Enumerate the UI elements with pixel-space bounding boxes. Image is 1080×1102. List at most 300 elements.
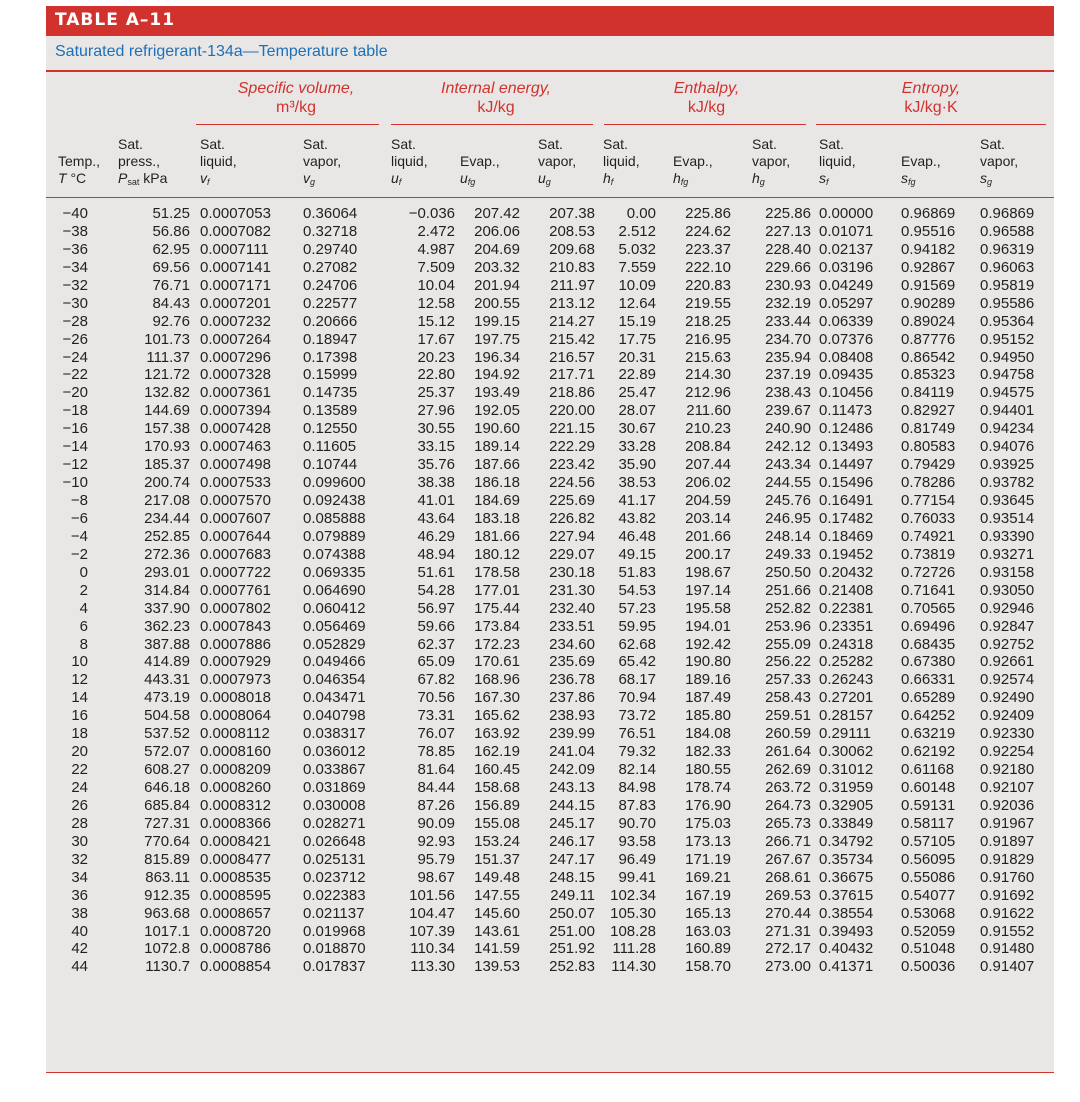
cell-hg: 240.90 [765, 420, 811, 438]
cell-hfg: 195.58 [685, 599, 731, 617]
table-row [46, 259, 1054, 277]
cell-vg: 0.049466 [303, 653, 366, 671]
table-row [46, 851, 1054, 869]
cell-hg: 270.44 [765, 904, 811, 922]
cell-hf: 68.17 [618, 671, 656, 689]
cell-ug: 226.82 [549, 509, 595, 527]
cell-ug: 252.83 [549, 958, 595, 976]
cell-ufg: 143.61 [474, 922, 520, 940]
header-line: liquid, [391, 153, 428, 169]
cell-sf: 0.22381 [819, 599, 874, 617]
cell-hfg: 204.59 [685, 492, 731, 509]
table-sheet [46, 6, 1054, 1073]
cell-hf: 49.15 [618, 545, 656, 563]
cell-hf: 7.559 [618, 258, 656, 276]
cell-temp: 36 [71, 886, 88, 904]
cell-ug: 216.57 [549, 348, 595, 366]
table-row [46, 277, 1054, 295]
cell-temp: −16 [62, 420, 88, 438]
cell-vg: 0.079889 [303, 527, 366, 545]
cell-vg: 0.17398 [303, 348, 358, 366]
cell-hf: 46.48 [618, 527, 656, 545]
cell-sat-press: 443.31 [144, 671, 190, 689]
cell-vf: 0.0008366 [200, 814, 271, 832]
cell-hg: 271.31 [765, 922, 811, 940]
header-symbol: $s_f$ [819, 170, 829, 187]
table-row [46, 402, 1054, 420]
table-row [46, 546, 1054, 564]
table-row [46, 958, 1054, 976]
cell-sf: 0.12486 [819, 420, 874, 438]
cell-vg: 0.085888 [303, 509, 366, 527]
cell-temp: 32 [71, 850, 88, 868]
cell-sf: 0.25282 [819, 653, 874, 671]
subtitle-divider [46, 70, 1054, 72]
cell-uf: 25.37 [417, 384, 455, 402]
cell-hf: 84.98 [618, 779, 656, 796]
cell-vg: 0.099600 [303, 474, 366, 492]
cell-ug: 210.83 [549, 258, 595, 276]
cell-vg: 0.092438 [303, 492, 366, 509]
cell-uf: 22.80 [417, 366, 455, 384]
cell-sf: 0.04249 [819, 276, 874, 294]
cell-sg: 0.93925 [980, 456, 1035, 474]
header-line [460, 136, 500, 153]
cell-hg: 257.33 [765, 671, 811, 689]
cell-vf: 0.0007761 [200, 581, 271, 599]
table-row [46, 940, 1054, 958]
cell-vg: 0.052829 [303, 635, 366, 653]
cell-sat-press: 770.64 [144, 832, 190, 850]
cell-sat-press: 170.93 [144, 438, 190, 456]
cell-uf: 107.39 [409, 922, 455, 940]
cell-temp: 4 [79, 599, 88, 617]
cell-sf: 0.35734 [819, 850, 874, 868]
cell-vg: 0.11605 [303, 438, 357, 456]
cell-ug: 218.86 [549, 384, 595, 402]
table-row [46, 384, 1054, 402]
cell-sf: 0.01071 [819, 222, 874, 240]
cell-ug: 246.17 [549, 832, 595, 850]
cell-sg: 0.93782 [980, 474, 1035, 492]
cell-ug: 215.42 [549, 330, 595, 348]
table-row [46, 349, 1054, 367]
cell-sg: 0.96319 [980, 240, 1035, 258]
cell-vg: 0.074388 [303, 545, 366, 563]
cell-sf: 0.16491 [819, 492, 874, 509]
cell-vf: 0.0007607 [200, 509, 271, 527]
cell-sg: 0.96869 [980, 205, 1035, 222]
cell-sf: 0.13493 [819, 438, 874, 456]
cell-vg: 0.060412 [303, 599, 366, 617]
cell-hf: 114.30 [611, 958, 656, 976]
cell-sat-press: 157.38 [144, 420, 190, 438]
cell-ug: 230.18 [549, 563, 595, 581]
cell-vf: 0.0008477 [200, 850, 271, 868]
cell-sat-press: 537.52 [144, 725, 190, 743]
header-line: vapor, [980, 153, 1019, 169]
cell-ug: 237.86 [549, 689, 595, 707]
cell-sat-press: 293.01 [144, 563, 190, 581]
cell-hg: 229.66 [765, 258, 811, 276]
cell-sf: 0.15496 [819, 474, 874, 492]
cell-sat-press: 217.08 [144, 492, 190, 509]
cell-ug: 208.53 [549, 222, 595, 240]
table-row [46, 815, 1054, 833]
cell-temp: 24 [71, 779, 88, 796]
group-underline [196, 124, 379, 125]
cell-sg: 0.92330 [980, 725, 1035, 743]
cell-hfg: 219.55 [685, 294, 731, 312]
cell-sat-press: 815.89 [144, 850, 190, 868]
cell-hg: 258.43 [765, 689, 811, 707]
cell-sat-press: 504.58 [144, 707, 190, 725]
cell-vf: 0.0007264 [200, 330, 271, 348]
cell-vg: 0.064690 [303, 581, 366, 599]
cell-hfg: 167.19 [685, 886, 731, 904]
header-symbol: T °C [58, 170, 87, 186]
cell-hg: 225.86 [765, 205, 811, 222]
cell-hg: 239.67 [765, 402, 811, 420]
cell-vg: 0.20666 [303, 312, 358, 330]
cell-hg: 250.50 [765, 563, 811, 581]
cell-sfg: 0.52059 [901, 922, 956, 940]
cell-hfg: 158.70 [685, 958, 731, 976]
cell-hfg: 175.03 [685, 814, 731, 832]
cell-hf: 79.32 [618, 743, 656, 761]
cell-hfg: 165.13 [685, 904, 731, 922]
cell-vf: 0.0008209 [200, 761, 271, 779]
cell-temp: 16 [71, 707, 88, 725]
cell-hfg: 185.80 [685, 707, 731, 725]
cell-temp: 0 [79, 563, 88, 581]
cell-sfg: 0.63219 [901, 725, 956, 743]
cell-sg: 0.92574 [980, 671, 1035, 689]
bottom-rule [46, 1072, 1054, 1073]
cell-sat-press: 200.74 [144, 474, 190, 492]
cell-vf: 0.0008720 [200, 922, 271, 940]
cell-hf: 51.83 [618, 563, 656, 581]
cell-vf: 0.0007394 [200, 402, 271, 420]
cell-hf: 65.42 [618, 653, 656, 671]
table-row [46, 438, 1054, 456]
cell-sat-press: 362.23 [144, 617, 190, 635]
cell-sf: 0.21408 [819, 581, 874, 599]
cell-sat-press: 234.44 [144, 509, 190, 527]
cell-sf: 0.29111 [819, 725, 871, 743]
cell-hfg: 203.14 [685, 509, 731, 527]
cell-sfg: 0.86542 [901, 348, 956, 366]
cell-sf: 0.38554 [819, 904, 874, 922]
cell-hf: 5.032 [618, 240, 656, 258]
cell-hf: 93.58 [618, 832, 656, 850]
cell-vg: 0.021137 [303, 904, 365, 922]
cell-sfg: 0.66331 [901, 671, 956, 689]
cell-vg: 0.018870 [303, 940, 366, 958]
cell-vg: 0.069335 [303, 563, 366, 581]
cell-sfg: 0.89024 [901, 312, 956, 330]
cell-sat-press: 132.82 [144, 384, 190, 402]
cell-vg: 0.030008 [303, 796, 366, 814]
cell-hfg: 198.67 [685, 563, 731, 581]
table-title-bar [46, 6, 1054, 36]
cell-ufg: 181.66 [474, 527, 520, 545]
cell-sf: 0.32905 [819, 796, 874, 814]
cell-vf: 0.0007929 [200, 653, 271, 671]
cell-temp: −34 [62, 258, 88, 276]
header-line: Evap., [460, 153, 500, 169]
cell-sfg: 0.78286 [901, 474, 956, 492]
cell-vg: 0.12550 [303, 420, 358, 438]
group-underline [816, 124, 1046, 125]
cell-sfg: 0.87776 [901, 330, 956, 348]
cell-ufg: 153.24 [474, 832, 520, 850]
cell-hf: 62.68 [618, 635, 656, 653]
cell-uf: 76.07 [417, 725, 455, 743]
cell-hg: 235.94 [765, 348, 811, 366]
cell-hfg: 194.01 [685, 617, 731, 635]
cell-hg: 272.17 [765, 940, 811, 958]
cell-sat-press: 76.71 [152, 276, 190, 294]
cell-sfg: 0.51048 [901, 940, 956, 958]
cell-sg: 0.94401 [980, 402, 1035, 420]
cell-sat-press: 863.11 [145, 868, 190, 886]
cell-hg: 264.73 [765, 796, 811, 814]
cell-ufg: 173.84 [474, 617, 520, 635]
cell-vf: 0.0007053 [200, 205, 271, 222]
cell-sat-press: 337.90 [144, 599, 190, 617]
cell-sfg: 0.96869 [901, 205, 956, 222]
cell-sf: 0.19452 [819, 545, 874, 563]
cell-vg: 0.038317 [303, 725, 366, 743]
cell-sg: 0.94076 [980, 438, 1035, 456]
cell-hg: 232.19 [765, 294, 811, 312]
table-row [46, 564, 1054, 582]
cell-sg: 0.93390 [980, 527, 1035, 545]
cell-hg: 234.70 [765, 330, 811, 348]
header-line [58, 136, 100, 153]
cell-hf: 70.94 [618, 689, 656, 707]
cell-uf: 7.509 [417, 258, 455, 276]
cell-sfg: 0.64252 [901, 707, 956, 725]
cell-sg: 0.94950 [980, 348, 1035, 366]
cell-hfg: 206.02 [685, 474, 731, 492]
cell-ug: 229.07 [549, 545, 595, 563]
header-line: Sat. [752, 136, 777, 152]
cell-sfg: 0.60148 [901, 779, 956, 796]
cell-sfg: 0.71641 [901, 581, 956, 599]
cell-hg: 266.71 [765, 832, 811, 850]
cell-ug: 224.56 [549, 474, 595, 492]
cell-uf: 46.29 [417, 527, 455, 545]
cell-hfg: 163.03 [685, 922, 731, 940]
cell-uf: −0.036 [408, 205, 455, 222]
cell-hg: 263.72 [765, 779, 811, 796]
cell-hfg: 225.86 [685, 205, 731, 222]
cell-vg: 0.046354 [303, 671, 366, 689]
cell-vg: 0.056469 [303, 617, 366, 635]
cell-temp: −12 [62, 456, 88, 474]
cell-sf: 0.23351 [819, 617, 874, 635]
cell-sg: 0.92254 [980, 743, 1035, 761]
cell-sat-press: 727.31 [144, 814, 190, 832]
cell-temp: −18 [62, 402, 88, 420]
cell-ug: 238.93 [549, 707, 595, 725]
header-line: vapor, [538, 153, 577, 169]
cell-temp: −4 [70, 527, 88, 545]
cell-hfg: 189.16 [685, 671, 731, 689]
cell-vf: 0.0008160 [200, 743, 271, 761]
cell-ug: 207.38 [549, 205, 595, 222]
cell-vf: 0.0007082 [200, 222, 271, 240]
table-row [46, 492, 1054, 510]
cell-uf: 101.56 [409, 886, 455, 904]
cell-ug: 233.51 [549, 617, 595, 635]
cell-sfg: 0.74921 [901, 527, 956, 545]
cell-sg: 0.91407 [980, 958, 1035, 976]
cell-temp: −28 [62, 312, 88, 330]
cell-sg: 0.91622 [980, 904, 1035, 922]
cell-sf: 0.02137 [819, 240, 874, 258]
cell-ufg: 203.32 [474, 258, 520, 276]
cell-ufg: 200.55 [474, 294, 520, 312]
cell-ufg: 156.89 [474, 796, 520, 814]
cell-hf: 54.53 [618, 581, 656, 599]
cell-sf: 0.17482 [819, 509, 874, 527]
cell-ufg: 180.12 [474, 545, 520, 563]
cell-hf: 0.00 [626, 205, 656, 222]
cell-vf: 0.0007171 [200, 276, 271, 294]
cell-hfg: 190.80 [685, 653, 731, 671]
cell-ufg: 172.23 [474, 635, 520, 653]
cell-ug: 214.27 [549, 312, 595, 330]
cell-hf: 102.34 [610, 886, 656, 904]
table-row [46, 743, 1054, 761]
cell-sat-press: 912.35 [144, 886, 190, 904]
header-line: press., [118, 153, 161, 169]
cell-ufg: 178.58 [474, 563, 520, 581]
header-line [901, 136, 941, 153]
cell-sfg: 0.72726 [901, 563, 956, 581]
table-row [46, 241, 1054, 259]
table-row [46, 797, 1054, 815]
cell-hf: 28.07 [618, 402, 656, 420]
cell-ufg: 201.94 [474, 276, 520, 294]
cell-vg: 0.29740 [303, 240, 358, 258]
cell-sf: 0.27201 [819, 689, 874, 707]
column-header-sf [819, 136, 856, 191]
cell-hf: 99.41 [618, 868, 656, 886]
group-title: Specific volume, [237, 80, 355, 97]
cell-hg: 242.12 [765, 438, 811, 456]
group-unit: m³/kg [276, 99, 316, 116]
cell-sfg: 0.77154 [901, 492, 956, 509]
cell-hf: 87.83 [618, 796, 656, 814]
cell-vg: 0.13589 [303, 402, 358, 420]
cell-uf: 62.37 [417, 635, 455, 653]
table-row [46, 636, 1054, 654]
cell-sfg: 0.58117 [901, 814, 955, 832]
cell-temp: −10 [62, 474, 88, 492]
cell-ufg: 149.48 [474, 868, 520, 886]
cell-ufg: 184.69 [474, 492, 520, 509]
column-header-sg [980, 136, 1018, 191]
cell-ufg: 151.37 [474, 850, 520, 868]
cell-uf: 27.96 [417, 402, 455, 420]
cell-ufg: 170.61 [474, 653, 520, 671]
cell-uf: 98.67 [417, 868, 455, 886]
cell-vf: 0.0008854 [200, 958, 271, 976]
cell-hfg: 207.44 [685, 456, 731, 474]
cell-vg: 0.22577 [303, 294, 358, 312]
cell-ufg: 155.08 [474, 814, 520, 832]
cell-temp: 26 [71, 796, 88, 814]
cell-ug: 244.15 [549, 796, 595, 814]
cell-sf: 0.11473 [819, 402, 873, 420]
header-divider [46, 197, 1054, 198]
cell-temp: −32 [62, 276, 88, 294]
column-header-sfg [901, 136, 941, 191]
cell-ug: 243.13 [549, 779, 595, 796]
cell-sg: 0.94758 [980, 366, 1035, 384]
header-line: liquid, [200, 153, 237, 169]
column-header-hfg [673, 136, 713, 191]
header-line: Evap., [901, 153, 941, 169]
cell-sfg: 0.95516 [901, 222, 956, 240]
table-row [46, 707, 1054, 725]
header-symbol: $v_f$ [200, 170, 210, 187]
cell-uf: 73.31 [417, 707, 455, 725]
cell-uf: 87.26 [417, 796, 455, 814]
cell-vg: 0.028271 [303, 814, 366, 832]
table-row [46, 366, 1054, 384]
group-underline [391, 124, 593, 125]
cell-vf: 0.0007361 [200, 384, 271, 402]
cell-hg: 228.40 [765, 240, 811, 258]
cell-sg: 0.94234 [980, 420, 1035, 438]
cell-hg: 249.33 [765, 545, 811, 563]
cell-hfg: 200.17 [685, 545, 731, 563]
cell-sg: 0.92847 [980, 617, 1035, 635]
column-header-vf [200, 136, 237, 191]
cell-sg: 0.95152 [980, 330, 1035, 348]
cell-hfg: 184.08 [685, 725, 731, 743]
cell-temp: 20 [71, 743, 88, 761]
table-row [46, 618, 1054, 636]
cell-sat-press: 314.84 [144, 581, 190, 599]
cell-sfg: 0.90289 [901, 294, 956, 312]
header-line: vapor, [752, 153, 791, 169]
cell-vg: 0.36064 [303, 205, 358, 222]
cell-ug: 225.69 [549, 492, 595, 509]
header-symbol: $u_{fg}$ [460, 170, 476, 187]
cell-vf: 0.0007973 [200, 671, 271, 689]
cell-uf: 4.987 [417, 240, 455, 258]
cell-uf: 10.04 [417, 276, 455, 294]
cell-hfg: 208.84 [685, 438, 731, 456]
cell-ug: 236.78 [549, 671, 595, 689]
cell-vg: 0.24706 [303, 276, 358, 294]
cell-hfg: 169.21 [685, 868, 731, 886]
cell-sat-press: 69.56 [152, 258, 190, 276]
cell-vf: 0.0007463 [200, 438, 271, 456]
cell-hf: 82.14 [618, 761, 656, 779]
cell-hg: 260.59 [765, 725, 811, 743]
cell-temp: 30 [71, 832, 88, 850]
header-line: Sat. [303, 136, 328, 152]
cell-vf: 0.0008018 [200, 689, 271, 707]
cell-hg: 265.73 [765, 814, 811, 832]
